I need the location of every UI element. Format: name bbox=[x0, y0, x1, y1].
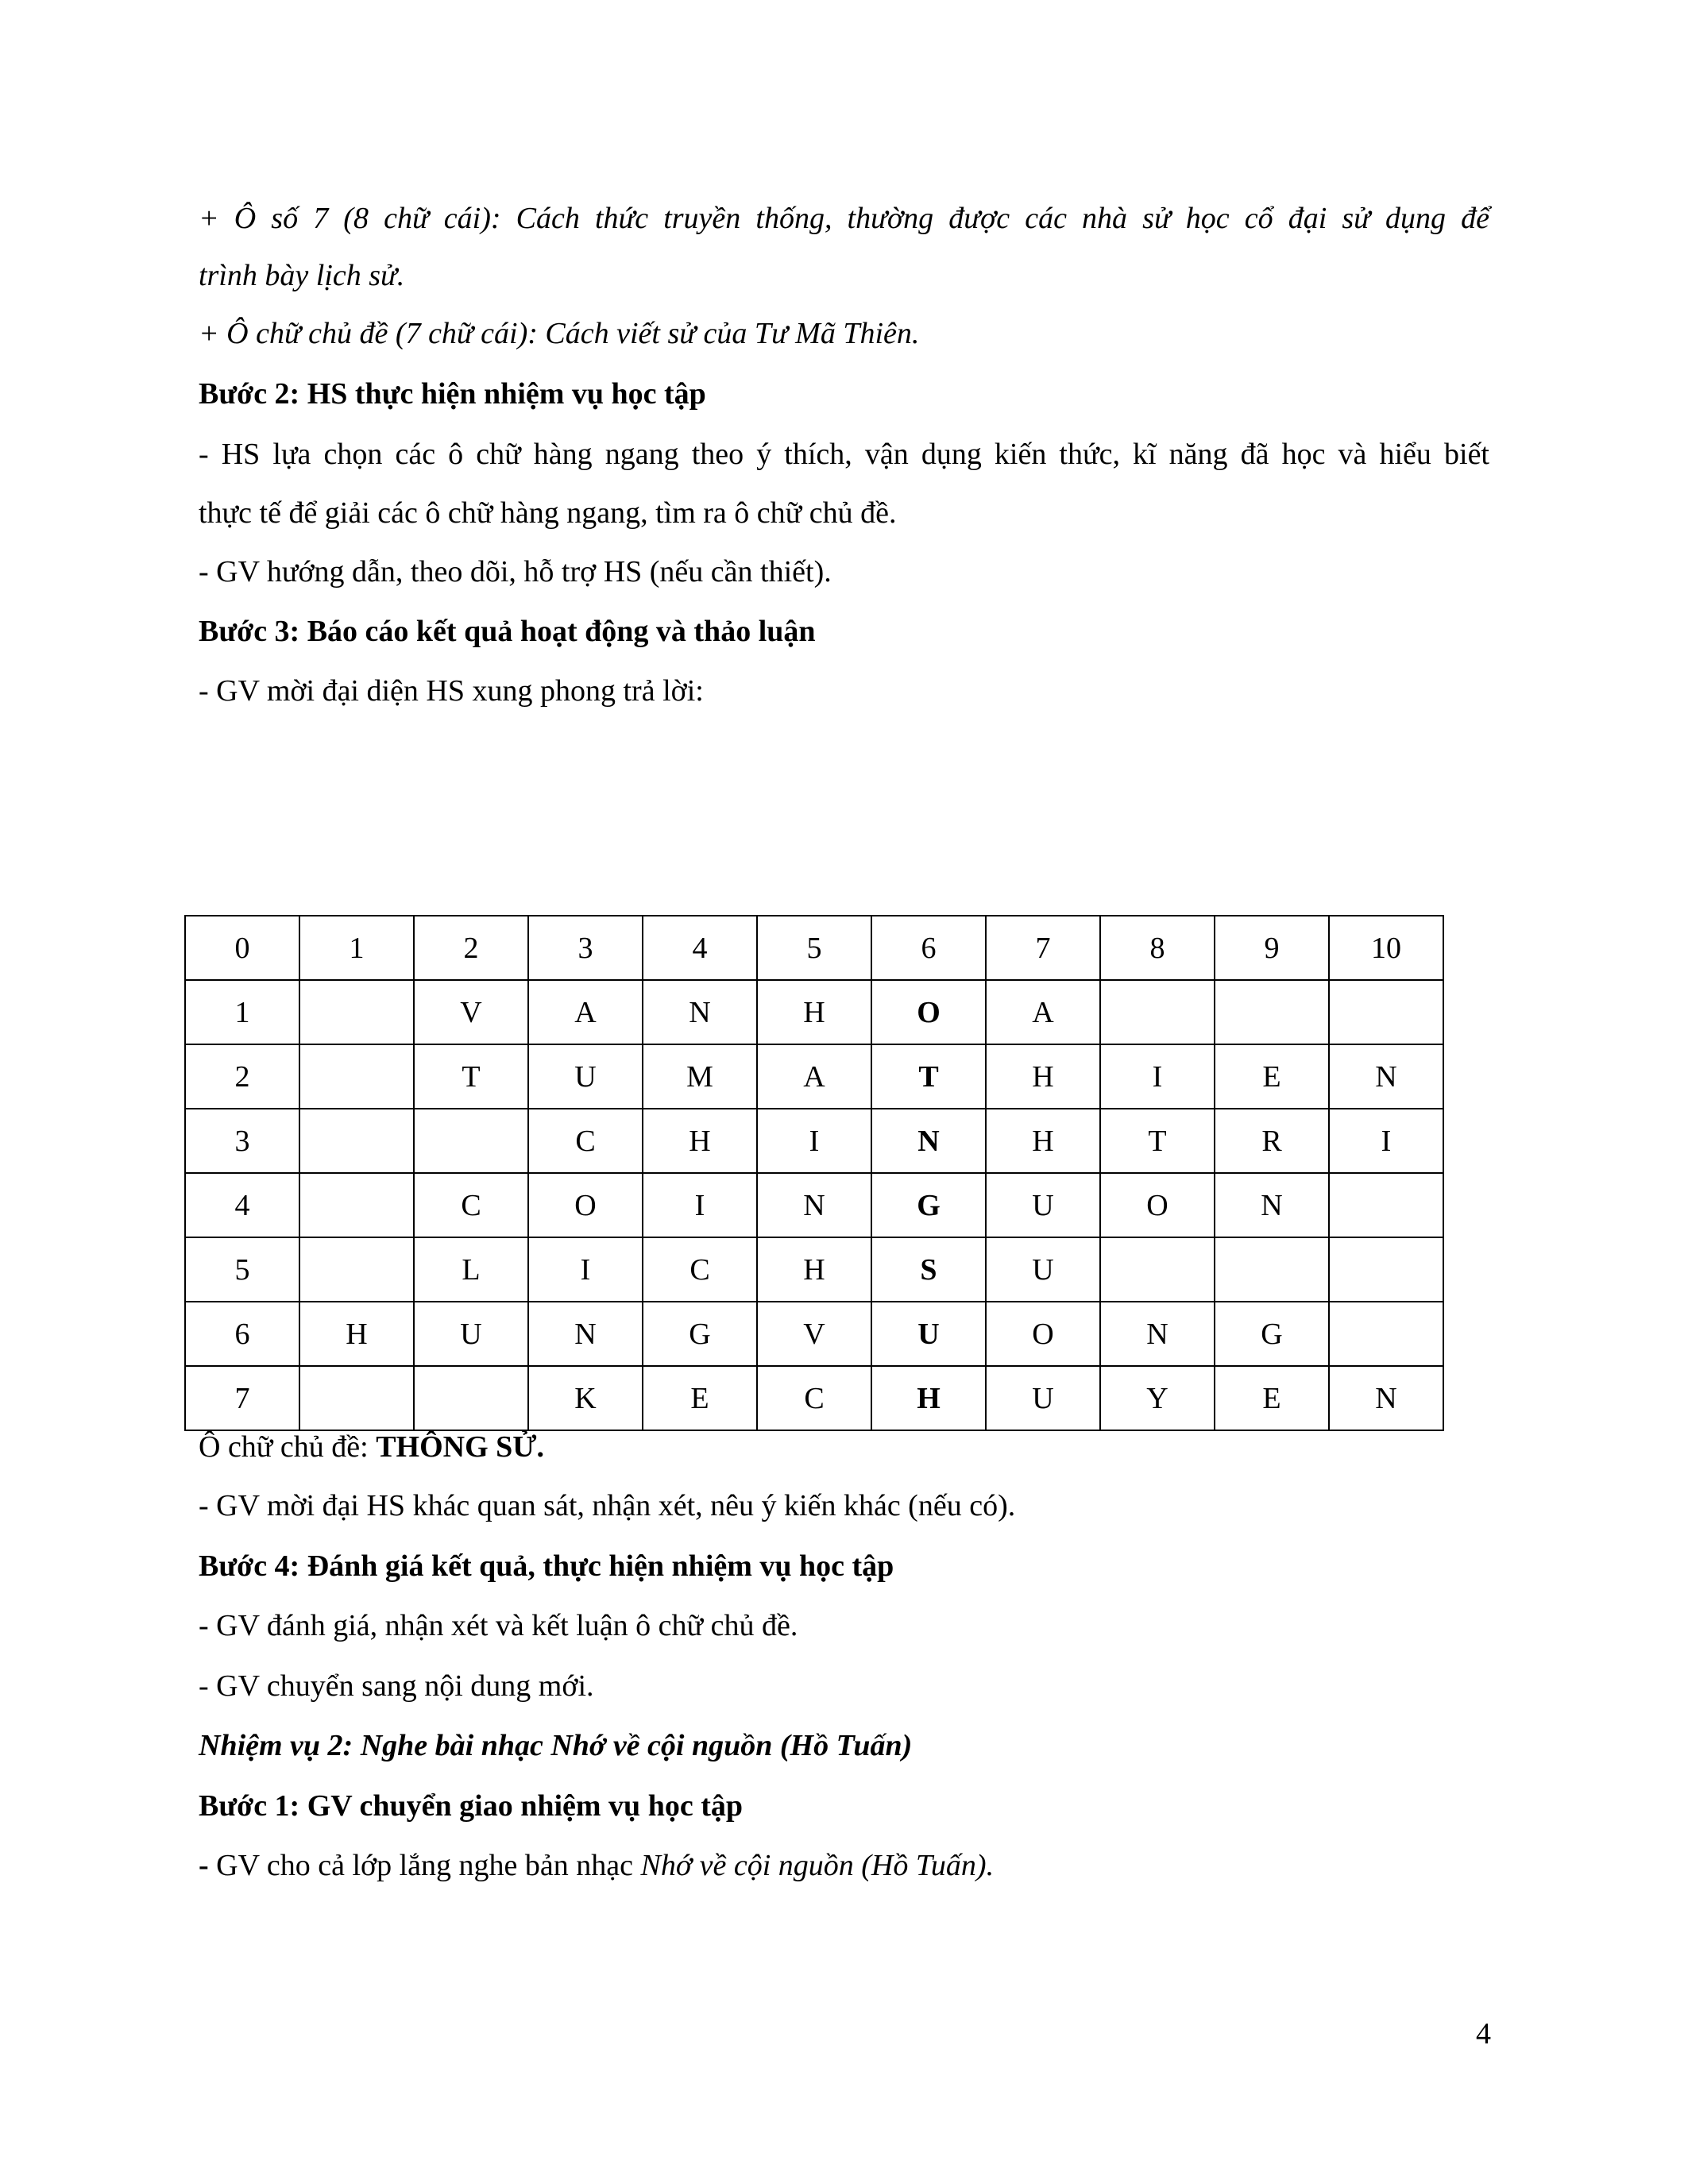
grid-cell: A bbox=[528, 980, 643, 1044]
grid-cell: E bbox=[1215, 1366, 1329, 1430]
grid-cell bbox=[299, 1044, 414, 1109]
grid-cell: V bbox=[414, 980, 528, 1044]
grid-cell: H bbox=[986, 1109, 1100, 1173]
grid-cell: K bbox=[528, 1366, 643, 1430]
line-gv-cho-ca-lop bbox=[199, 1847, 994, 1884]
grid-header-row bbox=[185, 916, 1443, 980]
grid-cell: N bbox=[1329, 1366, 1443, 1430]
grid-cell: H bbox=[299, 1302, 414, 1366]
grid-cell: I bbox=[757, 1109, 871, 1173]
grid-header-cell: 4 bbox=[643, 916, 757, 980]
line-o-chu-chu-de: + Ô chữ chủ đề (7 chữ cái): Cách viết sử của Tư Mã Thiên. bbox=[199, 317, 920, 350]
grid-cell: 6 bbox=[185, 1302, 299, 1366]
line-gv-huong-dan: - GV hướng dẫn, theo dõi, hỗ trợ HS (nếu cần thiết). bbox=[199, 555, 832, 588]
grid-header-cell: 9 bbox=[1215, 916, 1329, 980]
grid-row bbox=[185, 1366, 1443, 1430]
grid-cell: T bbox=[871, 1044, 986, 1109]
grid-cell: Y bbox=[1100, 1366, 1215, 1430]
grid-cell: L bbox=[414, 1237, 528, 1302]
line-thuc-te: thực tế để giải các ô chữ hàng ngang, tìm ra ô chữ chủ đề. bbox=[199, 496, 897, 530]
grid-cell bbox=[414, 1366, 528, 1430]
grid-cell: O bbox=[986, 1302, 1100, 1366]
heading-nhiem-vu-2: Nhiệm vụ 2: Nghe bài nhạc Nhớ về cội nguồn (Hồ Tuấn) bbox=[199, 1729, 913, 1762]
grid-cell: 1 bbox=[185, 980, 299, 1044]
grid-cell: N bbox=[1215, 1173, 1329, 1237]
grid-cell: O bbox=[1100, 1173, 1215, 1237]
grid-cell: N bbox=[871, 1109, 986, 1173]
grid-cell: H bbox=[757, 980, 871, 1044]
grid-cell bbox=[1100, 980, 1215, 1044]
dash: - bbox=[199, 1849, 217, 1882]
grid-cell: C bbox=[414, 1173, 528, 1237]
grid-cell: U bbox=[986, 1173, 1100, 1237]
grid-cell bbox=[299, 980, 414, 1044]
grid-cell: N bbox=[528, 1302, 643, 1366]
grid-cell: U bbox=[528, 1044, 643, 1109]
grid-cell: 3 bbox=[185, 1109, 299, 1173]
grid-cell: H bbox=[871, 1366, 986, 1430]
grid-header-cell: 8 bbox=[1100, 916, 1215, 980]
grid-cell: A bbox=[986, 980, 1100, 1044]
grid-cell: 2 bbox=[185, 1044, 299, 1109]
line-gv-moi-hs-khac: - GV mời đại HS khác quan sát, nhận xét, nêu ý kiến khác (nếu có). bbox=[199, 1489, 1016, 1522]
grid-cell: N bbox=[1329, 1044, 1443, 1109]
grid-row bbox=[185, 1173, 1443, 1237]
grid-header-cell: 7 bbox=[986, 916, 1100, 980]
grid-header-cell: 10 bbox=[1329, 916, 1443, 980]
answer-line bbox=[199, 1429, 544, 1465]
grid-header-cell: 1 bbox=[299, 916, 414, 980]
crossword-table bbox=[184, 915, 1444, 1431]
grid-header-cell: 6 bbox=[871, 916, 986, 980]
grid-cell: U bbox=[871, 1302, 986, 1366]
grid-header-cell: 5 bbox=[757, 916, 871, 980]
grid-cell: U bbox=[414, 1302, 528, 1366]
line-trinh-bay: trình bày lịch sử. bbox=[199, 259, 405, 292]
grid-cell: I bbox=[1100, 1044, 1215, 1109]
page-number: 4 bbox=[1476, 2017, 1491, 2051]
grid-cell: E bbox=[1215, 1044, 1329, 1109]
line-o-so-7: + Ô số 7 (8 chữ cái): Cách thức truyền thống, thường được các nhà sử học cổ đại sử dụng để bbox=[199, 202, 1489, 235]
grid-cell bbox=[1329, 1237, 1443, 1302]
grid-cell: T bbox=[414, 1044, 528, 1109]
grid-cell: V bbox=[757, 1302, 871, 1366]
grid-cell: N bbox=[1100, 1302, 1215, 1366]
grid-cell: M bbox=[643, 1044, 757, 1109]
heading-buoc-1: Bước 1: GV chuyển giao nhiệm vụ học tập bbox=[199, 1789, 743, 1823]
grid-cell bbox=[1329, 1302, 1443, 1366]
grid-cell: C bbox=[528, 1109, 643, 1173]
line-gv-danh-gia: - GV đánh giá, nhận xét và kết luận ô chữ chủ đề. bbox=[199, 1609, 798, 1642]
grid-cell: 4 bbox=[185, 1173, 299, 1237]
grid-cell: S bbox=[871, 1237, 986, 1302]
grid-cell: N bbox=[757, 1173, 871, 1237]
grid-cell bbox=[299, 1173, 414, 1237]
grid-cell: T bbox=[1100, 1109, 1215, 1173]
grid-row bbox=[185, 1237, 1443, 1302]
grid-cell: H bbox=[757, 1237, 871, 1302]
line-gv-moi-dai-dien: - GV mời đại diện HS xung phong trả lời: bbox=[199, 674, 704, 708]
answer-value: THÔNG SỬ. bbox=[376, 1430, 545, 1464]
grid-cell: U bbox=[986, 1366, 1100, 1430]
grid-row bbox=[185, 1302, 1443, 1366]
grid-cell: I bbox=[528, 1237, 643, 1302]
grid-header-cell: 2 bbox=[414, 916, 528, 980]
grid-cell: H bbox=[643, 1109, 757, 1173]
heading-buoc-2: Bước 2: HS thực hiện nhiệm vụ học tập bbox=[199, 377, 706, 411]
grid-row bbox=[185, 1044, 1443, 1109]
grid-header-cell: 3 bbox=[528, 916, 643, 980]
grid-row bbox=[185, 980, 1443, 1044]
grid-header-cell: 0 bbox=[185, 916, 299, 980]
line-hs-lua-chon: - HS lựa chọn các ô chữ hàng ngang theo ý thích, vận dụng kiến thức, kĩ năng đã học và hiểu biết bbox=[199, 438, 1489, 471]
grid-cell: G bbox=[1215, 1302, 1329, 1366]
answer-label: Ô chữ chủ đề: bbox=[199, 1430, 377, 1464]
grid-cell bbox=[414, 1109, 528, 1173]
grid-cell bbox=[299, 1237, 414, 1302]
grid-cell: R bbox=[1215, 1109, 1329, 1173]
grid-row bbox=[185, 1109, 1443, 1173]
grid-cell bbox=[1215, 980, 1329, 1044]
grid-cell: O bbox=[871, 980, 986, 1044]
grid-cell: G bbox=[643, 1302, 757, 1366]
grid-cell bbox=[1329, 1173, 1443, 1237]
grid-cell: C bbox=[757, 1366, 871, 1430]
grid-cell bbox=[299, 1366, 414, 1430]
grid-cell: O bbox=[528, 1173, 643, 1237]
song-title: Nhớ về cội nguồn (Hồ Tuấn). bbox=[640, 1849, 995, 1882]
grid-cell: 7 bbox=[185, 1366, 299, 1430]
heading-buoc-3: Bước 3: Báo cáo kết quả hoạt động và thảo luận bbox=[199, 615, 816, 648]
grid-cell: H bbox=[986, 1044, 1100, 1109]
grid-cell: 5 bbox=[185, 1237, 299, 1302]
grid-cell bbox=[1100, 1237, 1215, 1302]
line-text: GV cho cả lớp lắng nghe bản nhạc bbox=[216, 1849, 641, 1882]
grid-cell: N bbox=[643, 980, 757, 1044]
grid-cell: I bbox=[643, 1173, 757, 1237]
grid-cell: C bbox=[643, 1237, 757, 1302]
grid-cell bbox=[299, 1109, 414, 1173]
grid-cell bbox=[1329, 980, 1443, 1044]
grid-cell: U bbox=[986, 1237, 1100, 1302]
grid-cell: G bbox=[871, 1173, 986, 1237]
grid-cell: I bbox=[1329, 1109, 1443, 1173]
line-gv-chuyen-sang: - GV chuyển sang nội dung mới. bbox=[199, 1669, 594, 1703]
grid-cell: A bbox=[757, 1044, 871, 1109]
heading-buoc-4: Bước 4: Đánh giá kết quả, thực hiện nhiệm vụ học tập bbox=[199, 1549, 894, 1583]
grid-cell bbox=[1215, 1237, 1329, 1302]
grid-cell: E bbox=[643, 1366, 757, 1430]
